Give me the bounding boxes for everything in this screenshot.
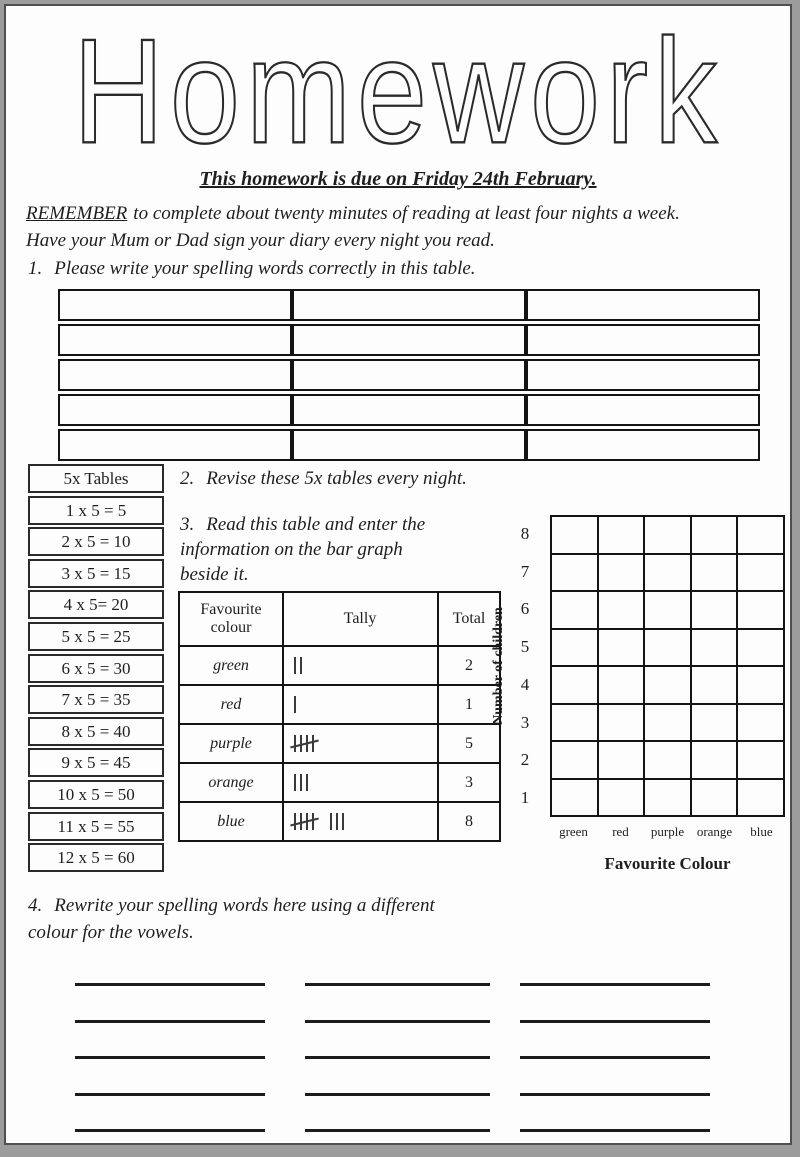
task-number: 2. [180,468,195,489]
graph-grid-cell [599,555,646,593]
tally-bar [294,774,296,791]
tally-bar [300,774,302,791]
tally-bar [300,657,302,674]
tally-marks-cell [283,802,438,841]
writing-line [520,1093,710,1096]
tally-colour-cell: red [179,685,283,724]
graph-x-axis-labels [550,824,785,840]
tally-bar [336,813,338,830]
tally-colour-cell: purple [179,724,283,763]
tally-total-cell: 8 [438,802,500,841]
spelling-cell [292,324,526,356]
worksheet-page [4,4,792,1145]
times-table-fact: 5 x 5 = 25 [28,622,164,651]
task-1-instruction: 1. Please write your spelling words correctly in this table. [28,258,476,279]
graph-grid-cell [645,742,692,780]
spelling-cell [526,429,760,461]
task-number: 1. [28,258,43,279]
y-axis-tick-label: 4 [520,674,530,694]
graph-grid-cell [552,555,599,593]
times-table-fact: 9 x 5 = 45 [28,748,164,777]
graph-grid-cell [599,780,646,818]
graph-grid-cell [645,780,692,818]
graph-grid-cell [599,630,646,668]
writing-line [520,1020,710,1023]
writing-line-row [75,983,710,986]
due-date-line [6,168,790,191]
times-table-fact: 11 x 5 = 55 [28,812,164,841]
graph-grid-cell [599,592,646,630]
graph-grid-cell [692,630,739,668]
writing-line [75,1056,265,1059]
writing-line [520,1129,710,1132]
spelling-cell [526,359,760,391]
graph-grid-cell [599,517,646,555]
tally-bar [294,696,296,713]
writing-line [520,983,710,986]
tally-bar [294,657,296,674]
writing-line [305,1129,490,1132]
task-number: 3. [180,514,195,535]
task-number: 4. [28,895,43,916]
tally-bar [342,813,344,830]
spelling-row [58,324,760,356]
tally-bar [294,813,296,830]
tally-colour-cell: blue [179,802,283,841]
writing-line [305,1093,490,1096]
tally-singles [294,696,300,713]
graph-grid-cell [645,705,692,743]
graph-grid-cell [552,780,599,818]
spelling-row [58,359,760,391]
remember-keyword: REMEMBER [26,203,128,224]
times-table-fact: 3 x 5 = 15 [28,559,164,588]
times-table-fact: 1 x 5 = 5 [28,496,164,525]
y-axis-tick-label: 2 [520,750,530,770]
graph-grid-cell [738,742,785,780]
tally-header-colour: Favourite colour [179,592,283,646]
writing-line [305,1020,490,1023]
tally-five-group [294,813,318,831]
graph-grid-cell [599,705,646,743]
tally-total-cell: 5 [438,724,500,763]
times-table-fact: 10 x 5 = 50 [28,780,164,809]
graph-grid-cell [645,592,692,630]
graph-grid-cell [552,742,599,780]
spelling-words-table [58,286,760,464]
tally-bar [312,735,314,752]
tally-marks-cell [283,724,438,763]
times-table-fact: 12 x 5 = 60 [28,843,164,872]
task-3-instruction: 3. Read this table and enter the information on the bar graph beside it. [180,514,426,585]
spelling-cell [58,324,292,356]
tally-colour-cell: green [179,646,283,685]
spelling-cell [292,394,526,426]
tally-bar [330,813,332,830]
times-table-fact: 4 x 5= 20 [28,590,164,619]
spelling-cell [58,429,292,461]
tally-row [179,802,500,841]
y-axis-tick-label: 1 [520,788,530,808]
tally-row [179,646,500,685]
writing-line-row [75,1020,710,1023]
graph-grid-cell [692,517,739,555]
spelling-cell [526,324,760,356]
tally-bar [312,813,314,830]
tally-bar [306,774,308,791]
tally-five-group [294,735,318,753]
y-axis-tick-label: 7 [520,561,530,581]
tally-header-tally: Tally [283,592,438,646]
tally-total-cell: 2 [438,646,500,685]
task-4-instruction: 4. Rewrite your spelling words here using a different colour for the vowels. [28,895,435,943]
x-axis-tick-label: red [612,824,629,839]
graph-y-axis-title: Number of children [491,607,506,725]
y-axis-tick-label: 6 [520,599,530,619]
remember-line-1: REMEMBER to complete about twenty minutes of reading at least four nights a week. [26,203,680,224]
spelling-row [58,429,760,461]
graph-y-axis-labels [512,515,538,817]
remember-line-2: Have your Mum or Dad sign your diary every night you read. [26,230,495,251]
due-date-text: This homework is due on Friday 24th February. [199,168,597,190]
tally-header-row [179,592,500,646]
times-table-fact: 8 x 5 = 40 [28,717,164,746]
times-table-fact: 7 x 5 = 35 [28,685,164,714]
x-axis-tick-label: green [559,824,588,839]
x-axis-tick-label: purple [650,824,685,839]
spelling-cell [58,289,292,321]
remember-note [26,200,774,254]
graph-grid-cell [599,742,646,780]
graph-grid-cell [599,667,646,705]
graph-grid-cell [552,592,599,630]
writing-line-row [75,1129,710,1132]
bar-graph-grid [550,515,785,817]
graph-grid-cell [692,705,739,743]
graph-grid-cell [552,667,599,705]
writing-line [305,983,490,986]
x-axis-tick-label: orange [696,824,733,839]
graph-grid-cell [645,667,692,705]
graph-grid-cell [738,667,785,705]
graph-grid-cell [738,555,785,593]
graph-grid-cell [738,630,785,668]
tally-row [179,685,500,724]
tally-total-cell: 3 [438,763,500,802]
tally-marks-cell [283,685,438,724]
graph-grid-cell [552,705,599,743]
tally-total-cell: 1 [438,685,500,724]
spelling-cell [292,289,526,321]
graph-grid-cell [738,780,785,818]
tally-singles [294,774,312,791]
graph-grid-cell [552,517,599,555]
spelling-cell [526,394,760,426]
spelling-row [58,289,760,321]
writing-line [520,1056,710,1059]
graph-grid-cell [692,667,739,705]
writing-line [305,1056,490,1059]
writing-line-row [75,1093,710,1096]
tally-singles [330,813,348,830]
times-table-fact: 2 x 5 = 10 [28,527,164,556]
graph-grid-cell [645,630,692,668]
writing-line [75,1020,265,1023]
tally-table [178,591,501,842]
graph-grid-cell [645,555,692,593]
times-table-header: 5x Tables [28,464,164,493]
graph-grid-cell [692,780,739,818]
y-axis-tick-label: 3 [520,712,530,732]
writing-line [75,1093,265,1096]
graph-grid-cell [738,517,785,555]
writing-line-row [75,1056,710,1059]
y-axis-tick-label: 8 [520,523,530,543]
x-axis-tick-label: blue [750,824,773,839]
tally-colour-cell: orange [179,763,283,802]
tally-row [179,724,500,763]
graph-x-axis-title: Favourite Colour [604,854,731,873]
spelling-cell [292,429,526,461]
writing-lines-area [75,983,710,1145]
spelling-row [58,394,760,426]
writing-line [75,983,265,986]
spelling-cell [58,359,292,391]
y-axis-tick-label: 5 [520,637,530,657]
tally-row [179,763,500,802]
graph-grid-cell [692,592,739,630]
graph-grid-cell [738,592,785,630]
tally-header-total: Total [438,592,500,646]
graph-grid-cell [692,555,739,593]
graph-grid-cell [692,742,739,780]
tally-singles [294,657,306,674]
graph-grid-cell [645,517,692,555]
tally-marks-cell [283,646,438,685]
five-times-table [28,464,164,875]
tally-bar [294,735,296,752]
writing-line [75,1129,265,1132]
task-2-instruction: 2. Revise these 5x tables every night. [180,468,467,489]
graph-grid-cell [552,630,599,668]
spelling-cell [292,359,526,391]
graph-grid-cell [738,705,785,743]
times-table-fact: 6 x 5 = 30 [28,654,164,683]
spelling-cell [58,394,292,426]
tally-marks-cell [283,763,438,802]
spelling-cell [526,289,760,321]
page-title: Homework [72,7,724,175]
